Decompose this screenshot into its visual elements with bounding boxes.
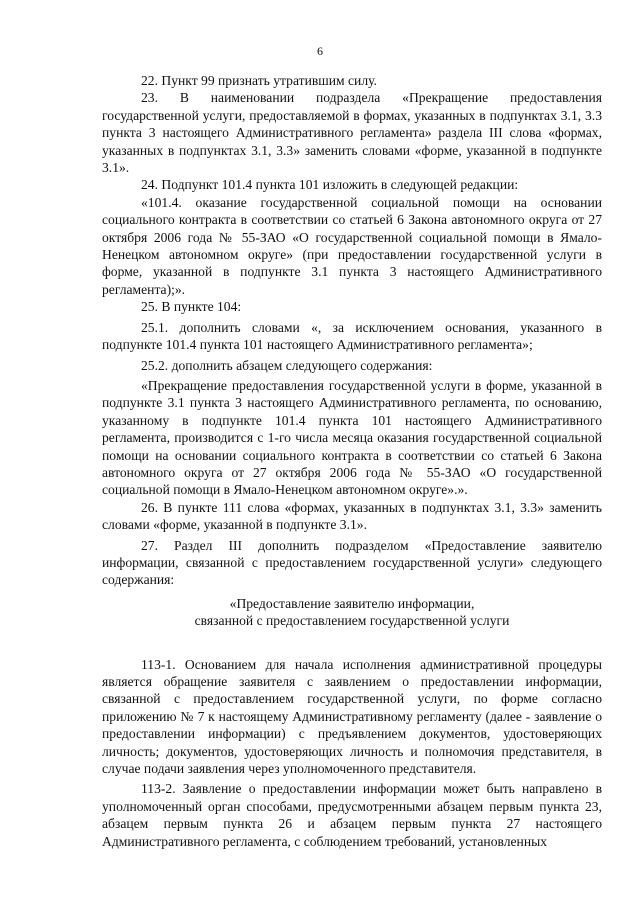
paragraph-24: 24. Подпункт 101.4 пункта 101 изложить в следующей редакции: [141, 177, 519, 193]
subsection-heading-line-2: связанной с предоставлением государственной услуги [194, 613, 510, 629]
paragraph-25: 25. В пункте 104: [141, 299, 242, 315]
subsection-heading-line-1: «Предоставление заявителю информации, [229, 595, 475, 611]
paragraph-termination: «Прекращение предоставления государственной услуги в форме, указанной в подпункте 3.1 пункта 3 настоящего Административного регламента, по основанию, указанному в подпункте 101.4 пункта 101 настоящего Административного регламента, производится с 1-го числа месяца оказания государственной социальной помощи на основании социального контракта в соответствии со статьей 6 Закона автономного округа от 27 октября 2006 года № 55-ЗАО «О государственной социальной помощи в Ямало-Ненецком автономном округе».». [102, 377, 602, 498]
document-body [102, 72, 602, 850]
paragraph-113-1: 113-1. Основанием для начала исполнения административной процедуры является обращение заявителя с заявлением о предоставлении информации, связанной с предоставлением государственной услуги, по форме согласно приложению № 7 к настоящему Административному регламенту (далее - заявление о предоставлении информации) с предъявлением документов, удостоверяющих личность; документов, удостоверяющих личность и полномочия представителя, в случае подачи заявления через уполномоченного представителя. [102, 656, 602, 777]
paragraph-26: 26. В пункте 111 слова «формах, указанных в подпунктах 3.1, 3.3» заменить словами «форме, указанной в подпункте 3.1». [102, 499, 602, 533]
paragraph-113-2: 113-2. Заявление о предоставлении информации может быть направлено в уполномоченный орган способами, предусмотренными абзацем первым пункта 23, абзацем первым пункта 26 и абзацем первым пункта 27 настоящего Административного регламента, с соблюдением требований, установленных [102, 781, 602, 849]
page-number: 6 [317, 44, 323, 58]
paragraph-22: 22. Пункт 99 признать утратившим силу. [141, 73, 377, 88]
paragraph-23: 23. В наименовании подраздела «Прекращение предоставления государственной услуги, предоставляемой в формах, указанных в подпунктах 3.1, 3.3 пункта 3 настоящего Административного регламента» раздела III слова «формах, указанных в подпунктах 3.1, 3.3» заменить словами «форме, указанной в подпункте 3.1». [102, 90, 602, 176]
paragraph-101-4: «101.4. оказание государственной социальной помощи на основании социального контракта в соответствии со статьей 6 Закона автономного округа от 27 октября 2006 года № 55-ЗАО «О государственной социальной помощи в Ямало-Ненецком автономном округе» (при предоставлении государственной услуги в форме, указанной в подпункте 3.1 пункта 3 настоящего Административного регламента);». [102, 194, 602, 297]
paragraph-27: 27. Раздел III дополнить подразделом «Предоставление заявителю информации, связанной с предоставлением государственной услуги» следующего содержания: [102, 537, 602, 588]
paragraph-25-2: 25.2. дополнить абзацем следующего содержания: [141, 357, 433, 373]
paragraph-25-1: 25.1. дополнить словами «, за исключением основания, указанного в подпункте 101.4 пункта 101 настоящего Административного регламента»; [102, 319, 602, 353]
